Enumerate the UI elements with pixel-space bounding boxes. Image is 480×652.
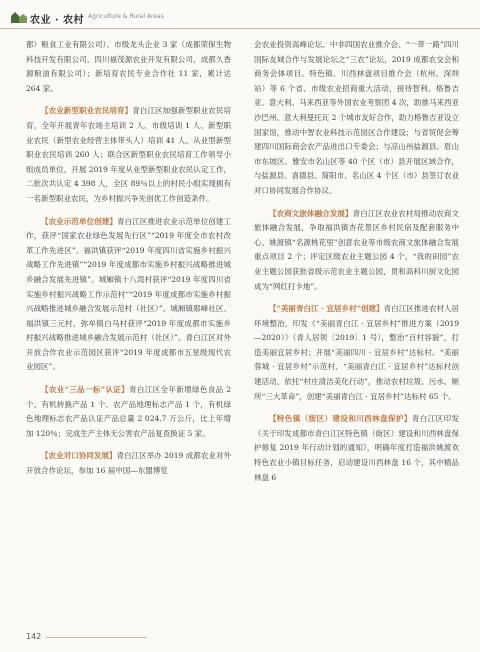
paragraph (26, 215, 231, 376)
paragraph-heading: 【特色镇（街区）建设和川西林盘保护】 (269, 414, 412, 424)
paragraph-text: 都）粮食工业有限公司）、市级龙头企业 3 家（成都荣保生物科技开发有限公司、四川福茂源农业开发有限公司、成都久香源粮油有限公司）；新培育农民专业合作社 11 家，累计达 264 家。 (26, 40, 231, 93)
paragraph-heading: 【农商文旅体融合发展】 (269, 208, 353, 218)
paragraph (26, 383, 231, 441)
paragraph-heading: 【农业新型职业农民培育】 (41, 106, 133, 116)
paragraph-text: 青白江区农业农村局推动农商文旅体融合发展，争取福洪镇杏花景区乡村民宿及配套服务中心、姚渡镇“名源桃花里”创意农业等市级农商文旅体融合发展重点项目 2 个；评定区级农业主题公园 4 个，“我的田园”农业主题公园获批省级示范农业主题公园，贯和高科川厨文化园成为“网红打卡地”。 (254, 208, 460, 291)
paragraph (26, 449, 231, 478)
paragraph-text: 青白江区推进农村人居环境整治，印发《“美丽青白江 · 宜居乡村”推进方案（2019—2020）》（青人居领〔2019〕1 号），整治“百村容貌”，打造美丽宜居乡村；开展“美丽四川 · 宜居乡村”达标村、“美丽蓉城 · 宜居乡村”示范村、“美丽青白江 · 宜居乡村”达标村创建活动，依托“村庄清洁美化行动”，推动农村垃圾、污水、厕所“三大革命”，创建“美丽青白江 · 宜居乡村”达标村 65 个。 (254, 304, 459, 401)
page-header (0, 0, 480, 32)
paragraph (26, 104, 231, 206)
paragraph-text: 青白江区印发《关于印发成都市青白江区特色镇（街区）建设和川西林盘保护修复 2019 年行动计划的通知》，明确年度打造福洪姚渡欢特色农业小镇目标任务，启动建设川西林盘 16 个，其中精品林盘 6 (254, 414, 460, 482)
paragraph-heading: 【农业示范单位创建】 (41, 216, 118, 226)
paragraph (254, 207, 459, 295)
section-title: 农业 · 农村 (30, 15, 84, 26)
paragraph (254, 412, 459, 485)
paragraph-text: 青白江区推进农业示范单位创建工作，获评“国家农业绿色发展先行区”“2019 年度全市农村改革工作先进区”。福洪镇获评“2019 年度四川省实施乡村振兴战略工作先进镇”“2019 年度成都市实施乡村振兴战略推进城乡融合发展先进镇”。城厢镇十八湾村获评“2019 年度四川省实施乡村振兴战略工作示范村”“2019 年度成都市实施乡村振兴战略推进城乡融合发展示范村（社区）”。城厢镇郧峰社区、福洪镇三元村、弥牟镇白马村获评“2019 年度成都市实施乡村振兴战略推进城乡融合发展示范村（社区）”。青白江区对外开放合作农业示范园区获评“2019 年度成都市五星级现代农业园区”。 (26, 216, 232, 372)
right-column (254, 38, 459, 493)
paragraph (26, 38, 231, 96)
header-divider (0, 28, 480, 29)
paragraph-heading: 【“美丽青白江 · 宜居乡村”创建】 (269, 304, 384, 314)
paragraph-text: 青白江区加强新型职业农民培育，全年开展青年农场主培训 2 人、市级培训 1 人、新型职业农民（新型农业经营主体带头人）培训 41 人、从业型新型职业农民培训 260 人；联合区新型职业农民培育工作领导小组成员单位，开展 2019 年度从业型新型职业农民认定工作，二批次共认定 4 398 人，全区 89％以上的村民小组实现拥有一名新型职业农民，为乡村振兴争先创优工作创造条件。 (26, 106, 231, 203)
paragraph-heading: 【农业“三品一标”认证】 (41, 385, 130, 395)
section-subtitle: Agriculture & Rural Areas (88, 13, 164, 20)
paragraph (254, 38, 459, 199)
paragraph-text: 会农业投资高峰论坛、中非四国农业推介会、“一带一路”四川国际友城合作与发展论坛之“三农”论坛，2019 成都农交会和商务会体项目。特色镇、川西林盘项目推介会（杭州、深圳站）等 6 个省、市级农业招商重大活动，接待智利、格鲁吉亚、意大利、马来西亚等外国农业考察团 4 次，助推马来西亚沙巴州、意大利曼托瓦 2 个城市友好合作，助力格鲁吉亚设立国家馆，推动中智农业科技示范园区合作建设；与省贸促会筹建四川国际商会农产品进出口专委会；与凉山州盐源县、眉山市东坡区、雅安市名山区等 40 个区（市）县开展区域合作，与盐源县、喜德县、简阳市、名山区 4 个区（市）县签订农业对口协同发展合作协议。 (254, 40, 459, 195)
paragraph-heading: 【农业对口协同发展】 (41, 451, 117, 461)
left-column (26, 38, 231, 487)
paragraph (254, 302, 459, 404)
paragraph-text: 青白江区全年新增绿色食品 2 个、有机转换产品 1 个、农产品地理标志产品 1 个，有机绿色地理标志农产品认证产品总量 2 024.7 万公斤，比上年增加 120％；完成生产主体无公害农产品复查换证 5 家。 (26, 385, 231, 438)
page-number: 142 (26, 632, 42, 641)
footer-divider (46, 637, 146, 638)
farm-house-icon (10, 10, 28, 24)
paragraph-text: 青白江区举办 2019 成都农业对外开放合作论坛，参加 16 届中国—东盟博览 (26, 451, 231, 476)
